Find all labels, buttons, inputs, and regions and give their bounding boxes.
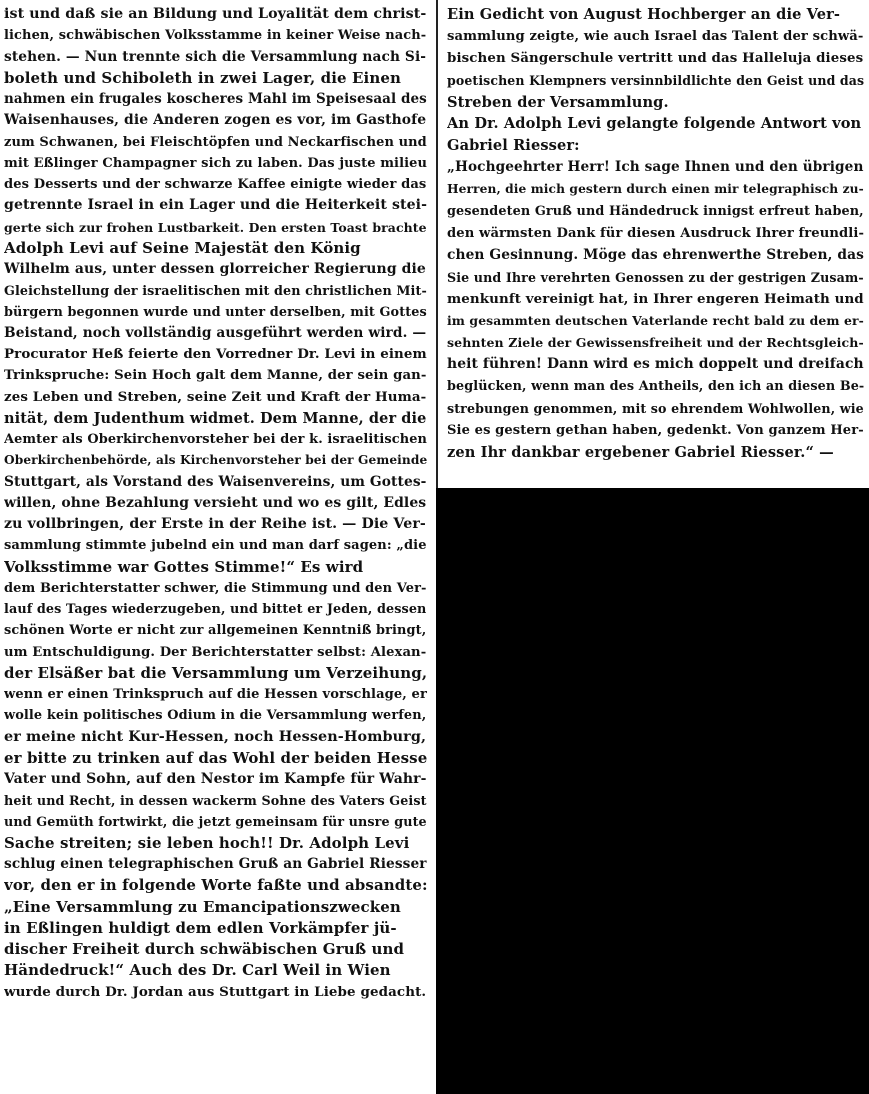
text-line: stehen. — Nun trennte sich die Versammlung nach Si- [4,48,427,65]
text-line: zum Schwanen, bei Fleischtöpfen und Neckarfischen und [4,134,427,150]
text-line: gerte sich zur frohen Lustbarkeit. Den ersten Toast brachte [4,219,427,235]
text-line: poetischen Klempners versinnbildlichte den Geist und das [447,72,865,88]
text-line: des Desserts und der schwarze Kaffee einigte wieder das [4,177,427,192]
text-line: heit führen! Dann wird es mich doppelt und dreifach [447,356,864,373]
text-line: lichen, schwäbischen Volksstamme in keiner Weise nach- [4,28,427,44]
text-line: der Elsäßer bat die Versammlung um Verzeihung, [4,663,428,682]
text-line: Streben der Versammlung. [447,93,669,111]
text-line: zen Ihr dankbar ergebener Gabriel Riesser.“ — [447,443,834,461]
text-line: An Dr. Adolph Levi gelangte folgende Antwort von [447,115,862,133]
text-line: sehnten Ziele der Gewissensfreiheit und der Rechtsgleich- [447,335,864,351]
text-line: Vater und Sohn, auf den Nestor im Kampfe für Wahr- [4,771,427,787]
text-line: Gleichstellung der israelitischen mit den christlichen Mit- [4,283,427,299]
text-line: getrennte Israel in ein Lager und die Heiterkeit stei- [4,197,428,214]
text-line: chen Gesinnung. Möge das ehrenwerthe Streben, das [447,246,864,263]
text-line: Gabriel Riesser: [447,137,580,155]
text-line: beglücken, wenn man des Antheils, den ich an diesen Be- [447,379,865,395]
text-line: ist und daß sie an Bildung und Loyalität dem christ- [4,6,427,22]
text-line: Herren, die mich gestern durch einen mir telegraphisch zu- [447,182,864,197]
text-line: bischen Sängerschule vertritt und das Halleluja dieses [447,49,864,66]
blank-scan-area [436,488,869,1094]
text-line: zu vollbringen, der Erste in der Reihe ist. — Die Ver- [4,516,426,532]
text-line: Sache streiten; sie leben hoch!! Dr. Adolph Levi [4,833,410,852]
text-line: menkunft vereinigt hat, in Ihrer engeren Heimath und [447,290,864,307]
text-line: Oberkirchenbehörde, als Kirchenvorsteher bei der Gemeinde [4,453,428,468]
text-line: in Eßlingen huldigt dem edlen Vorkämpfer jü- [4,918,397,937]
text-line: „Eine Versammlung zu Emancipationszwecken [4,897,401,916]
text-line: bürgern begonnen wurde und unter derselben, mit Gottes [4,304,427,320]
text-line: Sie und Ihre verehrten Genossen zu der gestrigen Zusam- [447,269,864,285]
text-line: Aemter als Oberkirchenvorsteher bei der k. israelitischen [4,432,427,447]
text-line: dem Berichterstatter schwer, die Stimmung und den Ver- [4,580,427,596]
text-line: Händedruck!“ Auch des Dr. Carl Weil in Wien [4,961,391,980]
text-line: Beistand, noch vollständig ausgeführt werden wird. — [4,324,427,341]
text-line: Ein Gedicht von August Hochberger an die Ver- [447,6,841,23]
text-line: heit und Recht, in dessen wackerm Sohne des Vaters Geist [4,793,427,809]
text-line: den wärmsten Dank für diesen Ausdruck Ihrer freundli- [447,225,865,241]
text-line: discher Freiheit durch schwäbischen Gruß und [4,940,405,958]
text-line: schönen Worte er nicht zur allgemeinen Kenntniß bringt, [4,623,427,639]
text-line: er meine nicht Kur-Hessen, noch Hessen-Homburg, [4,728,427,745]
text-line: um Entschuldigung. Der Berichterstatter selbst: Alexan- [4,644,427,660]
text-line: nität, dem Judenthum widmet. Dem Manne, der die [4,409,427,427]
text-line: Sie es gestern gethan haben, gedenkt. Von ganzem Her- [447,422,864,438]
text-line: „Hochgeehrter Herr! Ich sage Ihnen und den übrigen [447,159,864,176]
text-line: willen, ohne Bezahlung versieht und wo es gilt, Edles [4,494,427,511]
text-line: mit Eßlinger Champagner sich zu laben. Das juste milieu [4,155,428,171]
text-line: nahmen ein frugales koscheres Mahl im Speisesaal des [4,91,427,107]
right-column [447,4,865,486]
text-line: und Gemüth fortwirkt, die jetzt gemeinsam für unsre gute [4,814,427,830]
text-line: sammlung zeigte, wie auch Israel das Talent der schwä- [447,28,864,44]
text-line: Volksstimme war Gottes Stimme!“ Es wird [4,557,364,576]
left-column [4,4,428,1090]
text-line: wolle kein politisches Odium in die Versammlung werfen, [4,708,427,724]
text-line: zes Leben und Streben, seine Zeit und Kraft der Huma- [4,388,427,405]
text-line: wurde durch Dr. Jordan aus Stuttgart in Liebe gedacht. [4,983,427,1000]
text-line: gesendeten Gruß und Händedruck innigst erfreut haben, [447,204,864,220]
text-line: Procurator Heß feierte den Vorredner Dr. Levi in einem [4,346,427,362]
text-line: im gesammten deutschen Vaterlande recht bald zu dem er- [447,313,864,329]
text-line: lauf des Tages wiederzugeben, und bittet er Jeden, dessen [4,602,427,617]
text-line: schlug einen telegraphischen Gruß an Gabriel Riesser [4,856,427,872]
text-line: Adolph Levi auf Seine Majestät den König [4,238,361,257]
text-line: wenn er einen Trinkspruch auf die Hessen vorschlage, er [4,687,427,702]
text-line: boleth und Schiboleth in zwei Lager, die Einen [4,68,401,87]
text-line: er bitte zu trinken auf das Wohl der beiden Hesse [4,748,428,767]
text-line: strebungen genommen, mit so ehrendem Wohlwollen, wie [447,401,864,417]
text-line: vor, den er in folgende Worte faßte und absandte: [4,876,428,895]
text-line: Stuttgart, als Vorstand des Waisenvereins, um Gottes- [4,473,427,490]
text-line: Waisenhauses, die Anderen zogen es vor, im Gasthofe [4,112,427,129]
text-line: sammlung stimmte jubelnd ein und man darf sagen: „die [4,538,427,554]
text-line: Wilhelm aus, unter dessen glorreicher Regierung die [4,261,426,277]
text-line: Trinkspruche: Sein Hoch galt dem Manne, der sein gan- [4,368,427,384]
